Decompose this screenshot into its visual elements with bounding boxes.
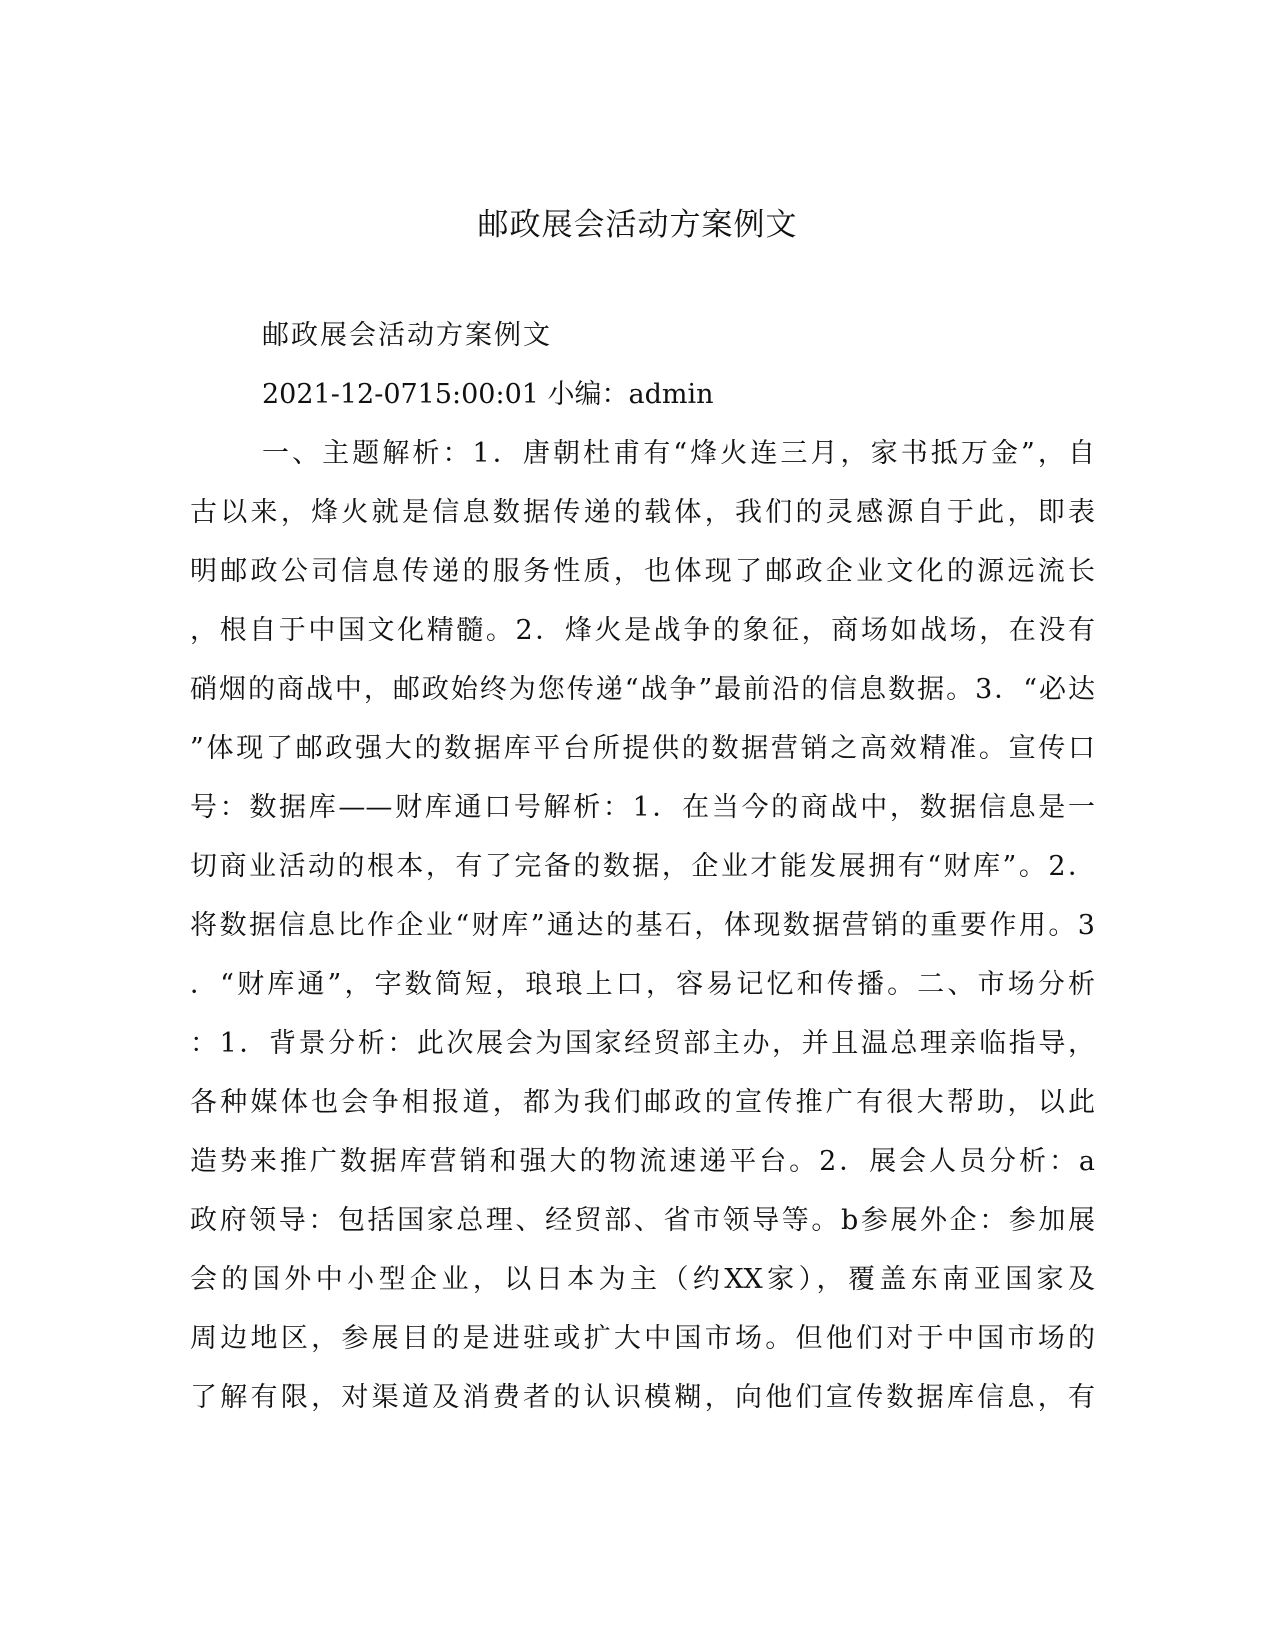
body-line: 会的国外中小型企业，以日本为主（约XX家），覆盖东南亚国家及 bbox=[190, 1264, 1095, 1295]
body-line: 硝烟的商战中，邮政始终为您传递“战争”最前沿的信息数据。3．“必达 bbox=[190, 674, 1095, 705]
body-line: 古以来，烽火就是信息数据传递的载体，我们的灵感源自于此，即表 bbox=[190, 497, 1095, 528]
body-line: 明邮政公司信息传递的服务性质，也体现了邮政企业文化的源远流长 bbox=[190, 556, 1095, 587]
body-line: 了解有限，对渠道及消费者的认识模糊，向他们宣传数据库信息，有 bbox=[190, 1382, 1095, 1413]
article-meta: 2021-12-0715:00:01 小编：admin bbox=[262, 379, 714, 410]
body-line: 政府领导：包括国家总理、经贸部、省市领导等。b参展外企：参加展 bbox=[190, 1205, 1095, 1236]
body-line: 切商业活动的根本，有了完备的数据，企业才能发展拥有“财库”。2． bbox=[190, 851, 1095, 882]
body-line: 周边地区，参展目的是进驻或扩大中国市场。但他们对于中国市场的 bbox=[190, 1323, 1095, 1354]
body-line: 号：数据库——财库通口号解析：1．在当今的商战中，数据信息是一 bbox=[190, 792, 1095, 823]
body-line: ：1．背景分析：此次展会为国家经贸部主办，并且温总理亲临指导， bbox=[190, 1028, 1095, 1059]
article-heading: 邮政展会活动方案例文 bbox=[262, 320, 552, 351]
body-line: 将数据信息比作企业“财库”通达的基石，体现数据营销的重要作用。3 bbox=[190, 910, 1095, 941]
body-line: 各种媒体也会争相报道，都为我们邮政的宣传推广有很大帮助，以此 bbox=[190, 1087, 1095, 1118]
body-line: 造势来推广数据库营销和强大的物流速递平台。2．展会人员分析：a bbox=[190, 1146, 1095, 1177]
body-line: ，根自于中国文化精髓。2．烽火是战争的象征，商场如战场，在没有 bbox=[190, 615, 1095, 646]
document-title: 邮政展会活动方案例文 bbox=[477, 207, 798, 243]
body-line: 一、主题解析：1．唐朝杜甫有“烽火连三月，家书抵万金”，自 bbox=[262, 438, 1095, 469]
body-line: ．“财库通”，字数简短，琅琅上口，容易记忆和传播。二、市场分析 bbox=[190, 969, 1095, 1000]
body-line: ”体现了邮政强大的数据库平台所提供的数据营销之高效精准。宣传口 bbox=[190, 733, 1095, 764]
